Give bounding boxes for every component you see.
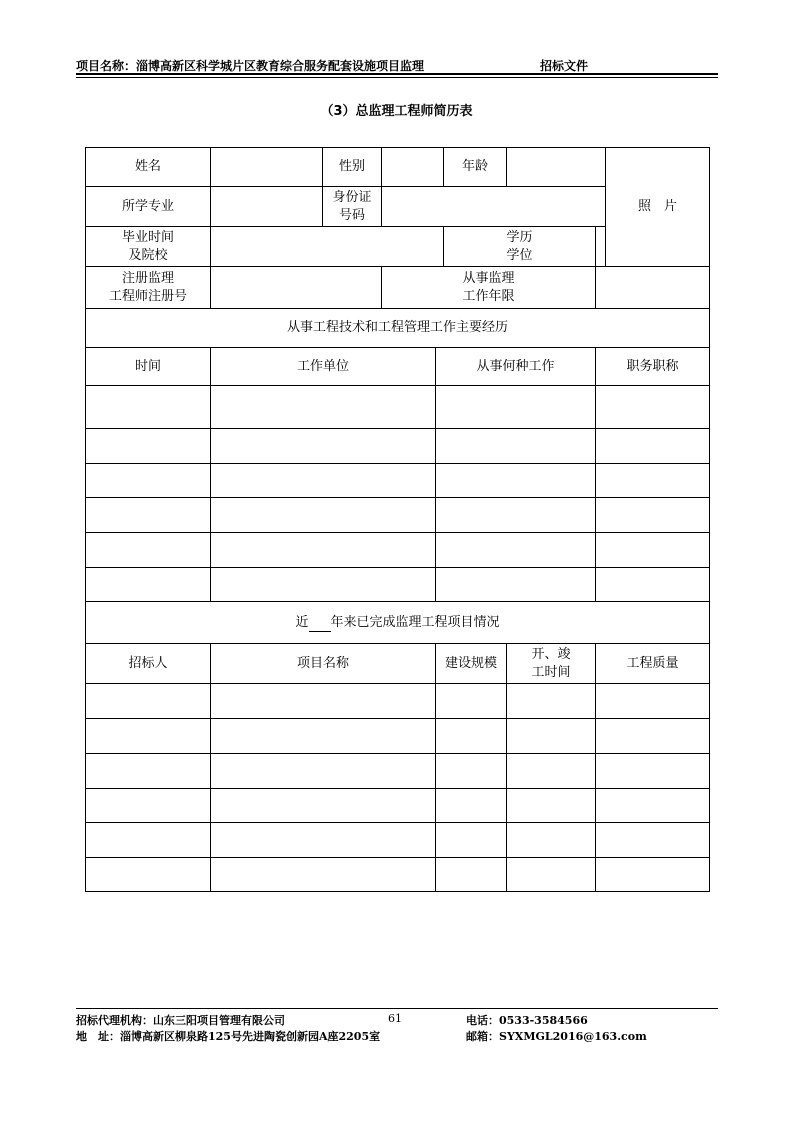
table-cell[interactable] (86, 789, 211, 823)
table-row (86, 568, 710, 602)
field-degree[interactable] (596, 227, 606, 267)
table-cell[interactable] (86, 858, 211, 892)
label-id-number: 身份证 号码 (323, 187, 382, 227)
table-cell[interactable] (86, 684, 211, 719)
row-experience-heading (86, 309, 710, 348)
table-row (86, 823, 710, 858)
table-cell[interactable] (507, 719, 596, 754)
row-projects-columns (86, 644, 710, 684)
table-row (86, 386, 710, 429)
table-cell[interactable] (596, 823, 710, 858)
table-cell[interactable] (436, 684, 507, 719)
table-cell[interactable] (507, 684, 596, 719)
table-row (86, 464, 710, 498)
label-gender: 性别 (323, 148, 382, 187)
row-projects-heading (86, 602, 710, 644)
years-blank[interactable] (309, 617, 331, 632)
table-row (86, 858, 710, 892)
page-header (76, 57, 718, 73)
header-project-name: 项目名称：淄博高新区科学城片区教育综合服务配套设施项目监理 (76, 59, 425, 73)
footer-rule (76, 1008, 718, 1009)
label-degree: 学历 学位 (444, 227, 596, 267)
col-dates: 开、竣 工时间 (507, 644, 596, 684)
col-position: 职务职称 (596, 348, 710, 386)
row-basic-info (86, 148, 710, 187)
table-cell[interactable] (596, 498, 710, 533)
photo-box[interactable]: 照 片 (606, 148, 710, 267)
table-cell[interactable] (436, 568, 596, 602)
table-cell[interactable] (211, 823, 436, 858)
label-registration: 注册监理 工程师注册号 (86, 267, 211, 309)
resume-form (85, 147, 710, 892)
table-cell[interactable] (211, 789, 436, 823)
field-registration[interactable] (211, 267, 382, 309)
table-cell[interactable] (596, 684, 710, 719)
table-cell[interactable] (211, 464, 436, 498)
table-cell[interactable] (211, 684, 436, 719)
table-row (86, 684, 710, 719)
col-time: 时间 (86, 348, 211, 386)
table-cell[interactable] (436, 719, 507, 754)
label-supervision-years: 从事监理 工作年限 (382, 267, 596, 309)
table-row (86, 789, 710, 823)
label-age: 年龄 (444, 148, 507, 187)
page-number: 61 (388, 1012, 402, 1025)
table-cell[interactable] (211, 719, 436, 754)
table-cell[interactable] (86, 429, 211, 464)
footer-address: 地 址：淄博高新区柳泉路125号先进陶瓷创新园A座2205室 (76, 1030, 381, 1043)
table-cell[interactable] (596, 386, 710, 429)
table-cell[interactable] (507, 754, 596, 789)
experience-heading: 从事工程技术和工程管理工作主要经历 (86, 309, 710, 348)
header-doc-type: 招标文件 (540, 59, 589, 73)
table-cell[interactable] (86, 754, 211, 789)
footer-email: 邮箱：SYXMGL2016@163.com (466, 1030, 647, 1043)
table-cell[interactable] (596, 429, 710, 464)
field-id-number[interactable] (382, 187, 606, 227)
table-cell[interactable] (86, 719, 211, 754)
table-cell[interactable] (507, 789, 596, 823)
header-rule-thick (76, 73, 718, 75)
table-cell[interactable] (211, 386, 436, 429)
table-row (86, 719, 710, 754)
table-cell[interactable] (211, 754, 436, 789)
field-supervision-years[interactable] (596, 267, 710, 309)
projects-heading: 近 年来已完成监理工程项目情况 (86, 602, 710, 644)
col-scale: 建设规模 (436, 644, 507, 684)
table-cell[interactable] (436, 754, 507, 789)
table-cell[interactable] (596, 858, 710, 892)
table-cell[interactable] (596, 789, 710, 823)
table-row (86, 429, 710, 464)
row-registration (86, 267, 710, 309)
table-cell[interactable] (86, 533, 211, 568)
table-cell[interactable] (436, 823, 507, 858)
field-name[interactable] (211, 148, 323, 187)
table-cell[interactable] (507, 823, 596, 858)
table-cell[interactable] (86, 464, 211, 498)
table-cell[interactable] (596, 533, 710, 568)
label-graduation: 毕业时间 及院校 (86, 227, 211, 267)
col-tenderer: 招标人 (86, 644, 211, 684)
col-quality: 工程质量 (596, 644, 710, 684)
table-cell[interactable] (211, 533, 436, 568)
row-experience-columns (86, 348, 710, 386)
table-cell[interactable] (86, 386, 211, 429)
table-cell[interactable] (596, 568, 710, 602)
label-name: 姓名 (86, 148, 211, 187)
table-cell[interactable] (436, 533, 596, 568)
table-cell[interactable] (211, 568, 436, 602)
table-cell[interactable] (211, 498, 436, 533)
label-major: 所学专业 (86, 187, 211, 227)
header-rule-thin (76, 77, 718, 78)
col-employer: 工作单位 (211, 348, 436, 386)
col-project-name: 项目名称 (211, 644, 436, 684)
table-row (86, 754, 710, 789)
table-cell[interactable] (436, 498, 596, 533)
table-cell[interactable] (436, 464, 596, 498)
field-age[interactable] (507, 148, 606, 187)
footer-agency: 招标代理机构：山东三阳项目管理有限公司 (76, 1014, 285, 1027)
footer-phone: 电话：0533-3584566 (466, 1014, 588, 1027)
table-cell[interactable] (86, 823, 211, 858)
table-cell[interactable] (86, 498, 211, 533)
table-cell[interactable] (211, 858, 436, 892)
table-cell[interactable] (596, 754, 710, 789)
table-cell[interactable] (436, 386, 596, 429)
table-cell[interactable] (507, 858, 596, 892)
table-cell[interactable] (211, 429, 436, 464)
field-graduation[interactable] (211, 227, 444, 267)
table-cell[interactable] (436, 858, 507, 892)
table-cell[interactable] (596, 464, 710, 498)
table-cell[interactable] (86, 568, 211, 602)
form-title: （3）总监理工程师简历表 (320, 104, 473, 119)
field-gender[interactable] (382, 148, 444, 187)
table-row (86, 498, 710, 533)
field-major[interactable] (211, 187, 323, 227)
table-cell[interactable] (596, 719, 710, 754)
table-cell[interactable] (436, 429, 596, 464)
table-row (86, 533, 710, 568)
table-cell[interactable] (436, 789, 507, 823)
col-work-type: 从事何种工作 (436, 348, 596, 386)
